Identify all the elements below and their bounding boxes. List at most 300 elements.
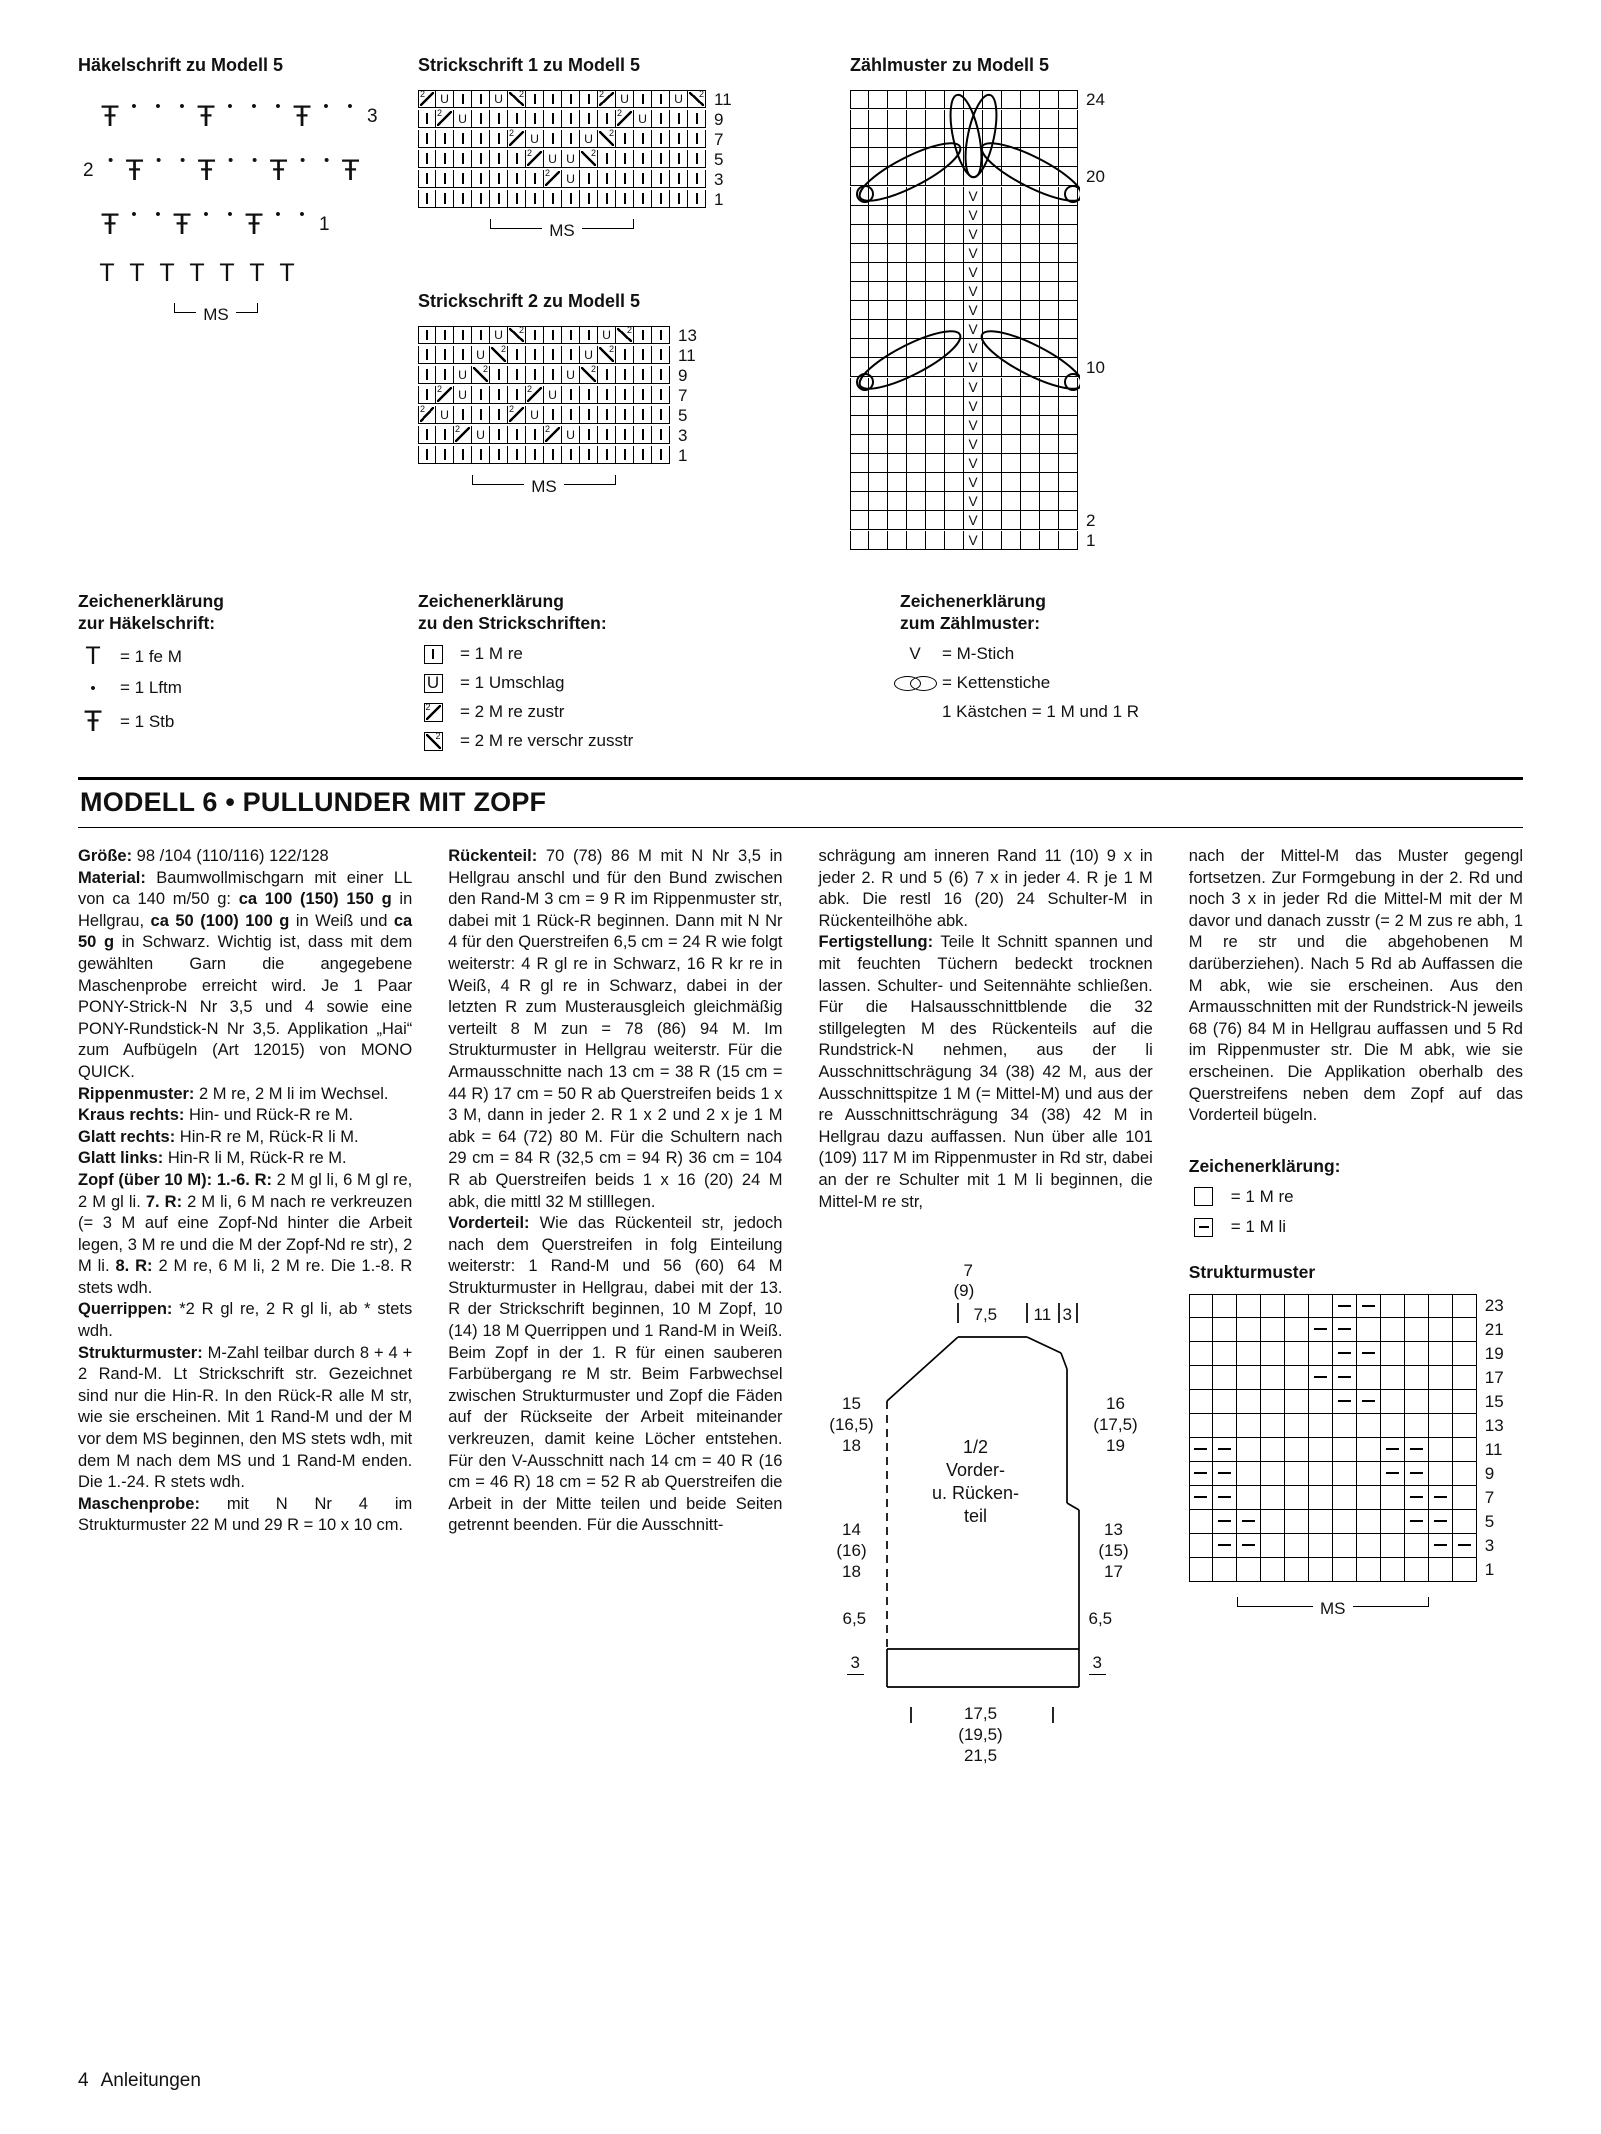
stitch-cell-E [1021, 454, 1040, 473]
strickschrift1-title: Strickschrift 1 zu Modell 5 [418, 55, 641, 75]
stitch-cell-E [983, 206, 1002, 225]
stitch-cell-I [688, 150, 706, 168]
stitch-cell-E [983, 435, 1002, 454]
stitch-cell-I [490, 130, 508, 148]
stitch-cell-E [926, 416, 945, 435]
chain-stitch-icon: • [203, 205, 209, 223]
stitch-cell-E [850, 282, 869, 301]
schematic-label: 1/2 Vorder- u. Rücken- teil [931, 1437, 1020, 1527]
stitch-cell-E [1357, 1486, 1381, 1510]
stitch-cell-E [1261, 1342, 1285, 1366]
paragraph: Rückenteil: 70 (78) 86 M mit N Nr 3,5 in Hellgrau anschl und für den Bund zwischen den Rand-M 3 cm = 9 R im Rippenmuster str, dabei mit 1 Rück-R beginnen. Dann mit N Nr 4 für den Querstreifen 6,5 cm = 24 R wie folgt weiterstr: 4 R gl re in Schwarz, 16 R kr re in Weiß, 4 R gl re in Schwarz, dabei in der letzten R zum Musterausgleich gleichmäßig verteilt 8 M zun = 78 (86) 94 M. Im Strukturmuster in Hellgrau weiterstr. Für die Armausschnitte nach 13 cm = 38 R (15 cm = 44 R) 17 cm = 50 R ab Querstreifen beids 1 x 3 M, dann in jeder 2. R 1 x 2 und 2 x je 1 M abk = 64 (72) 80 M. Für die Schultern nach 29 cm = 84 R (32,5 cm = 94 R) 36 cm = 104 R ab Querstreifen beids 1 x 16 (20) 24 M abk, die mittl 32 M stilllegen. [448, 847, 783, 1211]
stitch-cell-E [869, 244, 888, 263]
row-number [1086, 110, 1112, 129]
double-crochet-icon: Ŧ [100, 208, 120, 241]
stitch-cell-E [1059, 110, 1078, 129]
paragraph: Strukturmuster: M-Zahl teilbar durch 8 + 4 + 2 Rand-M. Lt Strickschrift str. Gezeichnet sind nur die Hin-R. In den Rück-R alle M str, wie sie erscheinen. Mit 1 Rand-M und der M vor dem MS beginnen, den MS stets wdh, mit dem M nach dem MS und 1 Rand-M enden. Die 1.-24. R stets wdh. [78, 1343, 413, 1492]
stitch-cell-E [1021, 511, 1040, 530]
stitch-cell-E [1429, 1438, 1453, 1462]
stitch-cell-I [580, 190, 598, 208]
stitch-cell-W: V [964, 358, 983, 377]
zaehlmuster-grid [850, 90, 1112, 555]
row-number: 1 [678, 446, 688, 465]
stitch-cell-I [526, 170, 544, 188]
stitch-cell-U: U [490, 90, 508, 108]
stitch-cell-E [1021, 435, 1040, 454]
stitch-cell-I [454, 346, 472, 364]
stitch-cell-W: V [964, 435, 983, 454]
row-number: 11 [678, 346, 696, 365]
stitch-cell-I [580, 426, 598, 444]
chart-row [418, 386, 704, 406]
stitch-cell-D [1333, 1390, 1357, 1414]
stitch-cell-E [1040, 511, 1059, 530]
stitch-cell-I [670, 110, 688, 128]
stitch-cell-I [652, 150, 670, 168]
stitch-cell-E [1357, 1558, 1381, 1582]
stitch-cell-I [562, 326, 580, 344]
stitch-cell-E [945, 148, 964, 167]
chain-stitch-icon: • [323, 97, 329, 115]
chart-row [1189, 1462, 1511, 1486]
stitch-cell-E [1285, 1294, 1309, 1318]
stitch-cell-E [907, 244, 926, 263]
stitch-cell-I [616, 386, 634, 404]
stitch-cell-I [436, 426, 454, 444]
stitch-cell-I [652, 90, 670, 108]
stitch-cell-I [616, 130, 634, 148]
haekelschrift-block [78, 55, 418, 560]
paragraph: schrägung am inneren Rand 11 (10) 9 x in jeder 2. R und 5 (6) 7 x in jeder 4. R je 1 M abk. Die restl 16 (20) 24 Schulter-M in Rückenteilhöhe abk. [818, 847, 1153, 930]
stitch-cell-I [436, 170, 454, 188]
stitch-cell-E [1453, 1342, 1477, 1366]
stitch-cell-I [652, 426, 670, 444]
legend-zaehlmuster [850, 560, 1523, 751]
stitch-cell-E [1309, 1462, 1333, 1486]
stitch-cell-E [1021, 358, 1040, 377]
stitch-cell-E [1002, 416, 1021, 435]
stitch-cell-I [526, 190, 544, 208]
chart-row [850, 397, 1112, 416]
double-crochet-icon: Ŧ [172, 208, 192, 241]
row-number: 5 [678, 406, 688, 425]
stitch-cell-E [1059, 129, 1078, 148]
stitch-cell-E [983, 492, 1002, 511]
stitch-cell-E [1453, 1462, 1477, 1486]
stitch-cell-E [850, 90, 869, 109]
stitch-cell-V [580, 150, 598, 168]
stitch-cell-Z [436, 110, 454, 128]
chart-row [1189, 1390, 1511, 1414]
stitch-cell-I [418, 110, 436, 128]
stitch-cell-E [983, 378, 1002, 397]
stitch-cell-E [945, 320, 964, 339]
stitch-cell-I [508, 426, 526, 444]
stitch-cell-E [850, 339, 869, 358]
stitch-cell-E [850, 110, 869, 129]
stitch-cell-I [490, 426, 508, 444]
stitch-cell-E [1059, 531, 1078, 550]
stitch-cell-I [454, 170, 472, 188]
stitch-cell-D [1333, 1294, 1357, 1318]
stitch-cell-E [1040, 339, 1059, 358]
chain-stitch-icon: • [155, 151, 162, 169]
stitch-cell-E [888, 435, 907, 454]
stitch-cell-I [598, 150, 616, 168]
stitch-cell-I [436, 366, 454, 384]
stitch-cell-E [850, 358, 869, 377]
stitch-cell-E [1261, 1558, 1285, 1582]
stitch-cell-E [1237, 1294, 1261, 1318]
stitch-cell-I [562, 386, 580, 404]
stitch-cell-E [1357, 1462, 1381, 1486]
stitch-cell-E [907, 187, 926, 206]
stitch-cell-E [1040, 473, 1059, 492]
stitch-cell-E [945, 282, 964, 301]
stitch-cell-I [436, 190, 454, 208]
chart-row [1189, 1558, 1511, 1582]
stitch-cell-E [1021, 187, 1040, 206]
stitch-cell-I [490, 170, 508, 188]
stitch-cell-I [652, 110, 670, 128]
stitch-cell-I [490, 190, 508, 208]
legend-item: = 1 M re [418, 644, 850, 664]
stitch-cell-E [945, 206, 964, 225]
row-number: 5 [714, 150, 724, 169]
stitch-cell-U: U [634, 110, 652, 128]
stitch-cell-E [869, 358, 888, 377]
stitch-cell-I [634, 190, 652, 208]
stitch-cell-E [1381, 1414, 1405, 1438]
stitch-cell-E [945, 244, 964, 263]
stitch-cell-V [580, 366, 598, 384]
row-number: 10 [1086, 358, 1105, 377]
chart-row [850, 339, 1112, 358]
stitch-cell-E [869, 454, 888, 473]
stitch-cell-E [1405, 1318, 1429, 1342]
single-crochet-icon: T [99, 258, 115, 287]
paragraph: Glatt links: Hin-R li M, Rück-R re M. [78, 1149, 347, 1168]
stitch-cell-E [888, 339, 907, 358]
stitch-cell-E [1040, 416, 1059, 435]
stitch-cell-E [983, 244, 1002, 263]
page-number: 4 [78, 2070, 89, 2091]
stitch-cell-E [1237, 1318, 1261, 1342]
row-number: 11 [714, 90, 732, 109]
stitch-cell-I [508, 170, 526, 188]
stitch-cell-E [1213, 1558, 1237, 1582]
stitch-cell-E [1357, 1534, 1381, 1558]
stitch-cell-E [1213, 1390, 1237, 1414]
paragraph: Material: Baumwollmischgarn mit einer LL von ca 140 m/50 g: ca 100 (150) 150 g in Hellgrau, ca 50 (100) 100 g in Weiß und ca 50 g in Schwarz. Wichtig ist, dass mit dem gewählten Garn die angegebene Maschenprobe erreicht wird. Je 1 Paar PONY-Strick-N Nr 3,5 und 4 sowie eine PONY-Rundstick-N Nr 3,5. Applikation „Hai“ zum Aufbügeln (Art 12015) von MONO QUICK. [78, 868, 413, 1081]
stitch-cell-D [1381, 1438, 1405, 1462]
stitch-cell-E [983, 320, 1002, 339]
stitch-cell-E [1002, 206, 1021, 225]
stitch-cell-E [1021, 397, 1040, 416]
garment-schematic [821, 1261, 1151, 1781]
chart-row [850, 301, 1112, 320]
chain-stitch-icon: • [347, 97, 353, 115]
stitch-cell-D [1429, 1510, 1453, 1534]
row-number: 23 [1484, 1295, 1504, 1315]
chart-row [1189, 1366, 1511, 1390]
stitch-cell-E [907, 148, 926, 167]
chart-row [850, 148, 1112, 167]
stitch-cell-E [888, 187, 907, 206]
stitch-cell-E [1453, 1438, 1477, 1462]
chart-row [418, 326, 704, 346]
stitch-cell-E [1405, 1534, 1429, 1558]
stitch-cell-I [418, 170, 436, 188]
stitch-cell-E [1453, 1510, 1477, 1534]
stitch-cell-E [1002, 110, 1021, 129]
stitch-cell-E [926, 90, 945, 109]
chart-row [418, 130, 740, 150]
stitch-cell-I [544, 406, 562, 424]
legend-item: 2 = 2 M re verschr zusstr [418, 731, 850, 751]
stitch-cell-I [562, 190, 580, 208]
stitch-cell-E [850, 148, 869, 167]
stitch-cell-E [1261, 1366, 1285, 1390]
stitch-cell-E [926, 148, 945, 167]
stitch-cell-I [454, 150, 472, 168]
row-number [1086, 129, 1112, 148]
row-number: 1 [1086, 531, 1096, 550]
stitch-grid [1189, 1294, 1511, 1582]
stitch-cell-E [888, 358, 907, 377]
chart-row [1189, 1438, 1511, 1462]
stitch-cell-I [580, 386, 598, 404]
stitch-cell-E [1002, 454, 1021, 473]
strukturmuster-title: Strukturmuster [1188, 1261, 1316, 1282]
stitch-cell-E [869, 320, 888, 339]
stitch-cell-I [616, 366, 634, 384]
chart-row [418, 150, 740, 170]
row-number [1086, 282, 1112, 301]
stitch-cell-Z [436, 386, 454, 404]
stitch-cell-I [526, 326, 544, 344]
stitch-cell-E [1261, 1510, 1285, 1534]
chart-row [1189, 1486, 1511, 1510]
stitch-cell-E [1381, 1486, 1405, 1510]
stitch-cell-I [634, 150, 652, 168]
stitch-cell-U: U [490, 326, 508, 344]
stitch-cell-I [598, 446, 616, 464]
paragraph: Fertigstellung: Teile lt Schnitt spannen und mit feuchten Tüchern bedeckt trocknen lassen. Schulter- und Seitennähte schließen. Für die Halsausschnittblende die 32 stillgelegten M des Rückenteils auf die Rundstrick-N nehmen, aus der li Ausschnittschrägung 34 (38) 42 M, aus der Ausschnittspitze 1 M (= Mittel-M) und aus der re Ausschnittschrägung 34 (38) 42 M in Hellgrau dazu auffassen. Nun über alle 101 (109) 117 M im Rippenmuster in Rd str, dabei an der re Schulter mit 1 M li beginnen, die Mittel-M re str, [818, 933, 1153, 1211]
stitch-cell-E [1237, 1366, 1261, 1390]
chart-row [850, 90, 1112, 110]
row-number: 15 [1484, 1391, 1504, 1411]
stitch-cell-I [508, 366, 526, 384]
stitch-cell-E [1333, 1510, 1357, 1534]
article [78, 846, 1523, 1781]
chain-stitch-icon: • [155, 205, 161, 223]
stitch-cell-E [869, 206, 888, 225]
stitch-cell-E [945, 339, 964, 358]
stitch-cell-E [1189, 1510, 1213, 1534]
strukturmuster-chart [1189, 1294, 1523, 1619]
stitch-cell-E [850, 167, 869, 186]
stitch-cell-E [1333, 1486, 1357, 1510]
stitch-cell-W: V [964, 492, 983, 511]
stitch-cell-E [945, 492, 964, 511]
stitch-cell-E [983, 473, 1002, 492]
stitch-cell-D [1213, 1486, 1237, 1510]
stitch-cell-I [598, 170, 616, 188]
stitch-cell-E [1309, 1486, 1333, 1510]
stitch-cell-E [1429, 1462, 1453, 1486]
stitch-cell-D [1405, 1510, 1429, 1534]
paragraph: Kraus rechts: Hin- und Rück-R re M. [78, 1106, 354, 1125]
stitch-cell-E [1285, 1486, 1309, 1510]
stitch-cell-E [1405, 1294, 1429, 1318]
stitch-cell-W: V [964, 301, 983, 320]
stitch-cell-E [926, 531, 945, 550]
stitch-cell-E [1002, 320, 1021, 339]
stitch-cell-E [1059, 320, 1078, 339]
stitch-cell-E [888, 225, 907, 244]
row-number: 7 [678, 386, 688, 405]
stitch-cell-E [1002, 187, 1021, 206]
stitch-cell-E [907, 110, 926, 129]
single-crochet-icon: T [279, 258, 295, 287]
stitch-cell-E [1261, 1438, 1285, 1462]
chart-row [850, 244, 1112, 263]
stitch-cell-E [1059, 206, 1078, 225]
row-number [1086, 416, 1112, 435]
stitch-cell-E [1261, 1462, 1285, 1486]
stitch-cell-E [888, 129, 907, 148]
stitch-cell-E [1213, 1342, 1237, 1366]
chain-stitch-icon: • [131, 205, 137, 223]
stitch-cell-E [1213, 1318, 1237, 1342]
strickschrift2-chart [418, 326, 850, 496]
measure-bottom: 17,5 (19,5) 21,5 [958, 1704, 1003, 1766]
stitch-cell-E [1040, 187, 1059, 206]
stitch-cell-E [888, 244, 907, 263]
measure-neck: 7 [963, 1261, 973, 1281]
stitch-cell-I [508, 110, 526, 128]
double-crochet-icon: Ŧ [244, 208, 264, 241]
stitch-cell-I [562, 90, 580, 108]
stitch-cell-E [1237, 1342, 1261, 1366]
stitch-cell-E [869, 416, 888, 435]
stitch-cell-D [1453, 1534, 1477, 1558]
stitch-cell-I [526, 426, 544, 444]
stitch-cell-E [869, 492, 888, 511]
chart-row [850, 358, 1112, 378]
stitch-cell-E [1059, 473, 1078, 492]
stitch-cell-E [869, 339, 888, 358]
stitch-cell-E [1059, 416, 1078, 435]
row-number [1086, 435, 1112, 454]
stitch-cell-I [616, 190, 634, 208]
stitch-cell-E [945, 416, 964, 435]
stitch-cell-I [598, 366, 616, 384]
stitch-cell-W: V [964, 282, 983, 301]
stitch-grid [418, 326, 704, 466]
paragraph: Größe: 98 /104 (110/116) 122/128 [78, 847, 329, 865]
stitch-cell-E [1381, 1294, 1405, 1318]
stitch-cell-Z [598, 90, 616, 108]
stitch-cell-I [616, 426, 634, 444]
strickschrift2-title: Strickschrift 2 zu Modell 5 [418, 291, 641, 311]
strickschrift-block [418, 55, 850, 560]
stitch-cell-E [945, 397, 964, 416]
stitch-cell-E [907, 416, 926, 435]
stitch-cell-E [1040, 167, 1059, 186]
stitch-cell-I [472, 110, 490, 128]
stitch-cell-E [926, 206, 945, 225]
stitch-cell-E [1405, 1366, 1429, 1390]
stitch-cell-E [945, 531, 964, 550]
legend-haekelschrift [78, 560, 418, 751]
stitch-cell-D [1381, 1462, 1405, 1486]
stitch-cell-E [869, 263, 888, 282]
haekelschrift-title: Häkelschrift zu Modell 5 [78, 55, 284, 75]
stitch-cell-I [544, 130, 562, 148]
single-crochet-icon: T [219, 258, 235, 287]
stitch-cell-E [907, 435, 926, 454]
row-number: 24 [1086, 90, 1105, 109]
stitch-cell-I [508, 346, 526, 364]
paragraph: Querrippen: *2 R gl re, 2 R gl li, ab * stets wdh. [78, 1300, 413, 1341]
stitch-cell-E [850, 263, 869, 282]
measure-left-upper: 15 (16,5) 18 [829, 1394, 874, 1456]
stitch-cell-E [1333, 1534, 1357, 1558]
legend-symbol-boxV [424, 732, 443, 751]
stitch-cell-E [926, 263, 945, 282]
stitch-cell-E [1021, 225, 1040, 244]
stitch-cell-E [1381, 1510, 1405, 1534]
stitch-cell-E [907, 339, 926, 358]
stitch-cell-E [869, 301, 888, 320]
stitch-cell-E [1213, 1414, 1237, 1438]
stitch-cell-E [888, 282, 907, 301]
stitch-cell-I [598, 406, 616, 424]
stitch-cell-E [1189, 1294, 1213, 1318]
stitch-cell-I [472, 190, 490, 208]
legend-title: Zeichenerklärung: [1188, 1155, 1341, 1176]
stitch-cell-E [888, 206, 907, 225]
stitch-cell-E [1040, 110, 1059, 129]
stitch-cell-E [1040, 244, 1059, 263]
stitch-cell-E [1189, 1558, 1213, 1582]
stitch-cell-W: V [964, 244, 983, 263]
stitch-cell-E [869, 187, 888, 206]
stitch-cell-V [598, 130, 616, 148]
legend-item: = 1 M li [1189, 1216, 1523, 1238]
stitch-cell-I [688, 190, 706, 208]
stitch-cell-E [1429, 1318, 1453, 1342]
stitch-cell-I [526, 366, 544, 384]
stitch-cell-E [907, 129, 926, 148]
chain-stitch-icon: • [299, 205, 305, 223]
stitch-cell-I [634, 170, 652, 188]
stitch-cell-E [1059, 282, 1078, 301]
stitch-cell-E [926, 378, 945, 397]
stitch-cell-E [850, 206, 869, 225]
stitch-cell-E [1429, 1294, 1453, 1318]
stitch-cell-E [869, 282, 888, 301]
stitch-cell-E [869, 225, 888, 244]
stitch-cell-I [418, 326, 436, 344]
chart-row [1189, 1294, 1511, 1318]
stitch-cell-I [634, 386, 652, 404]
stitch-cell-I [508, 190, 526, 208]
stitch-cell-I [454, 90, 472, 108]
row-number [1086, 454, 1112, 473]
